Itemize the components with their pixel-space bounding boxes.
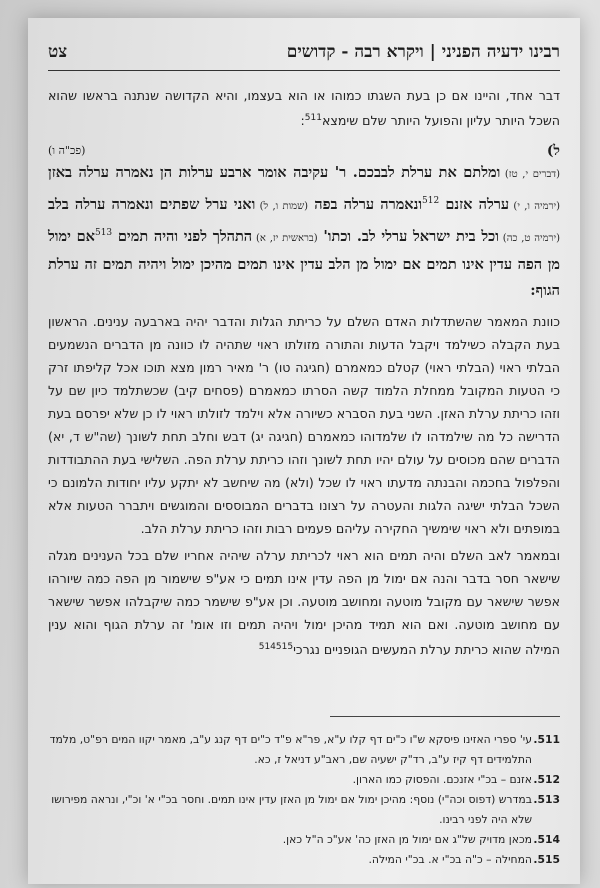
section-source: (פכ"ה ו): [48, 144, 86, 158]
book-page: [28, 18, 580, 884]
footnote: [48, 730, 560, 770]
intro-paragraph: דבר אחד, והיינו אם כן בעת השגתו כמוהו או הוא בעצמו, והיא הקדושה שנתנה בראשו שהוא השכל היותר עליון והפועל היותר שלם שימצא$^{511}$:: [48, 88, 560, 129]
quote-text: אם ימול מן הפה עדין אינו תמים אם ימול מן הלב עדין אינו תמים מהיכן ימול ויהיה תמים זה ערלת הגוף:: [48, 227, 560, 299]
intro-text: דבר אחד, והיינו אם כן בעת השגתו כמוהו או הוא בעצמו, והיא הקדושה שנתנה בראשו שהוא השכל היותר עליון והפועל היותר שלם שימצא: [48, 88, 560, 129]
footnote-text: מכאן מדויק של"ג אם ימול מן האזן כה' אע"כ ה"ל כאן.: [282, 833, 532, 846]
section-marker: ל): [546, 143, 560, 160]
scripture-reference: (שמות ו, ל): [255, 201, 309, 213]
footnote: [48, 790, 560, 830]
footnote-number: 513.: [533, 793, 560, 806]
scripture-reference: (ירמיה ט, כה): [498, 232, 560, 244]
footnote-text: עי' ספרי האזינו פיסקא ש"ו כ"ים דף קלו ע"א, פר"א פ"ד כ"ים דף קנג ע"ב, מאמר יקוו המים רפ"ט, מלמד התלמידים דף קיז ע"ב, רד"ק ישעיה שם, ראב"ע דניאל ז, כא.: [49, 733, 532, 766]
footnote: [48, 850, 560, 870]
footnote-text: אזנם – בכ"י אזנכם. והפסוק כמו הארון.: [352, 773, 532, 786]
commentary-paragraph: כוונת המאמר שהשתדלות האדם השלם על כריתת הגלות והדבר יהיה בארבעה ענינים. הראשון בעת הקבלה כשילמד ויקבל הדעות והתורה מזולתו ראוי שתהיה לו כוונה מן הדברים הנשמעים הבלתי ראוי (הבלתי ראוי) קטלם כמאמרם (חגיגה טו) ר' מאיר רמון מצא תוכו אכל קליפתו זרק כי הטעות המקובל ממחלת הלמוד קשה הסרתו כמאמרם (פסחים קיב) שכשתלמד כיון שם על וזהו כריתת ערלת האזן. השני בעת הסברא כשיורה אלא וילמד לזולתו ראוי לו כן שלא יפרסם בעת הדרישה כל מה שילמדהו לו שלמדוהו כמאמרם (חגיגה יג) דבש וחלב תחת לשונך (שה"ש ד, יא) הדברים שהם מכוסים על עולם יהיו תחת לשונך וזהו כריתת ערלת הפה. השלישי בעת ההתבודדות והפלפול בחכמה והבנתה מדעתו ראוי לו שכל (ולא) מה שיחשב לא יתקע עליו יחודות הלמונם כי השכל הבלתי ישיגה הלגות והעטרה על רצונו בדברים המבוססים והמוגשים ויתברר הטעות אלא במופתים ולא ראוי שימשיך החקירה עליהם פעמים רבות וזהו כריתת ערלת הלב.: [48, 313, 560, 536]
footnote-text: במדרש (דפוס וכה"י) נוסף: מהיכן ימול אם ימול מן האזן עדין אינו תמים. וחסר בכ"י א' וכ"י, ונראה מפירושו שלא היה לפני רבינו.: [51, 793, 532, 826]
footnote-text: המחילה – כ"ה בכ"י א. בכ"י המילה.: [368, 853, 532, 866]
footnote-ref: 514: [258, 641, 276, 652]
footnote: [48, 830, 560, 850]
footnote: [48, 770, 560, 790]
section-reference: [48, 142, 560, 160]
footnote-ref: 512: [422, 196, 440, 207]
quote-text: ואני ערל שפתים ונאמרה ערלה בלב: [48, 196, 256, 214]
footnote-ref: 515: [275, 641, 294, 652]
footnote-number: 511.: [533, 733, 560, 746]
footnotes: [48, 730, 560, 870]
quote-text: ערלה אזנם: [439, 196, 510, 214]
commentary-paragraph: ובמאמר לאב השלם והיה תמים הוא ראוי לכריתת ערלה שיהיה אחריו שלם בכל הענינים מגלה שישאר חסר בדבר והנה אם ימול מן הפה עדין אינו תמים כי אע"פ שישמור מן הפה כמה שיורהו אפשר שישאר עם מקובל מוטעה ומחושב מוטעה. וכן אע"פ שישמר כמה שיקבלהו אפשר שישאר עם מחושב מוטעה. ואם הוא תמיד מהיכן ימול ויהיה תמים וזו אומ' זה ערלת הגוף והוא ענין המילה שהוא כריתת ערלת המעשים הגופניים נגרכי$^{514515}$: [48, 547, 560, 658]
running-head: רבינו ידעיה הפניני | ויקרא רבה - קדושים: [286, 42, 560, 62]
footnote-number: 515.: [533, 853, 560, 866]
footnote-divider: [330, 716, 560, 717]
footnote-ref: 511: [304, 113, 322, 123]
scripture-reference: (דברים י, טז): [500, 169, 560, 181]
footnote-number: 514.: [533, 833, 560, 846]
footnote-number: 512.: [533, 773, 560, 786]
quote-text: התהלך לפני והיה תמים: [112, 227, 253, 245]
quote-text: וכל בית ישראל ערלי לב. וכתו': [317, 227, 499, 245]
scripture-reference: (ירמיה ו, י): [509, 201, 560, 213]
page-number: צט: [48, 42, 68, 62]
midrash-quote: [48, 160, 560, 304]
main-text: [48, 84, 560, 661]
scripture-reference: (בראשית יז, א): [252, 232, 318, 244]
quote-text: ונאמרה ערלה בפה: [308, 196, 423, 214]
footnote-ref: 513: [94, 228, 113, 239]
page-header: [48, 42, 560, 71]
quote-text: ומלתם את ערלת לבבכם. ר' עקיבה אומר ארבע ערלות הן נאמרה ערלה באזן: [48, 164, 501, 182]
